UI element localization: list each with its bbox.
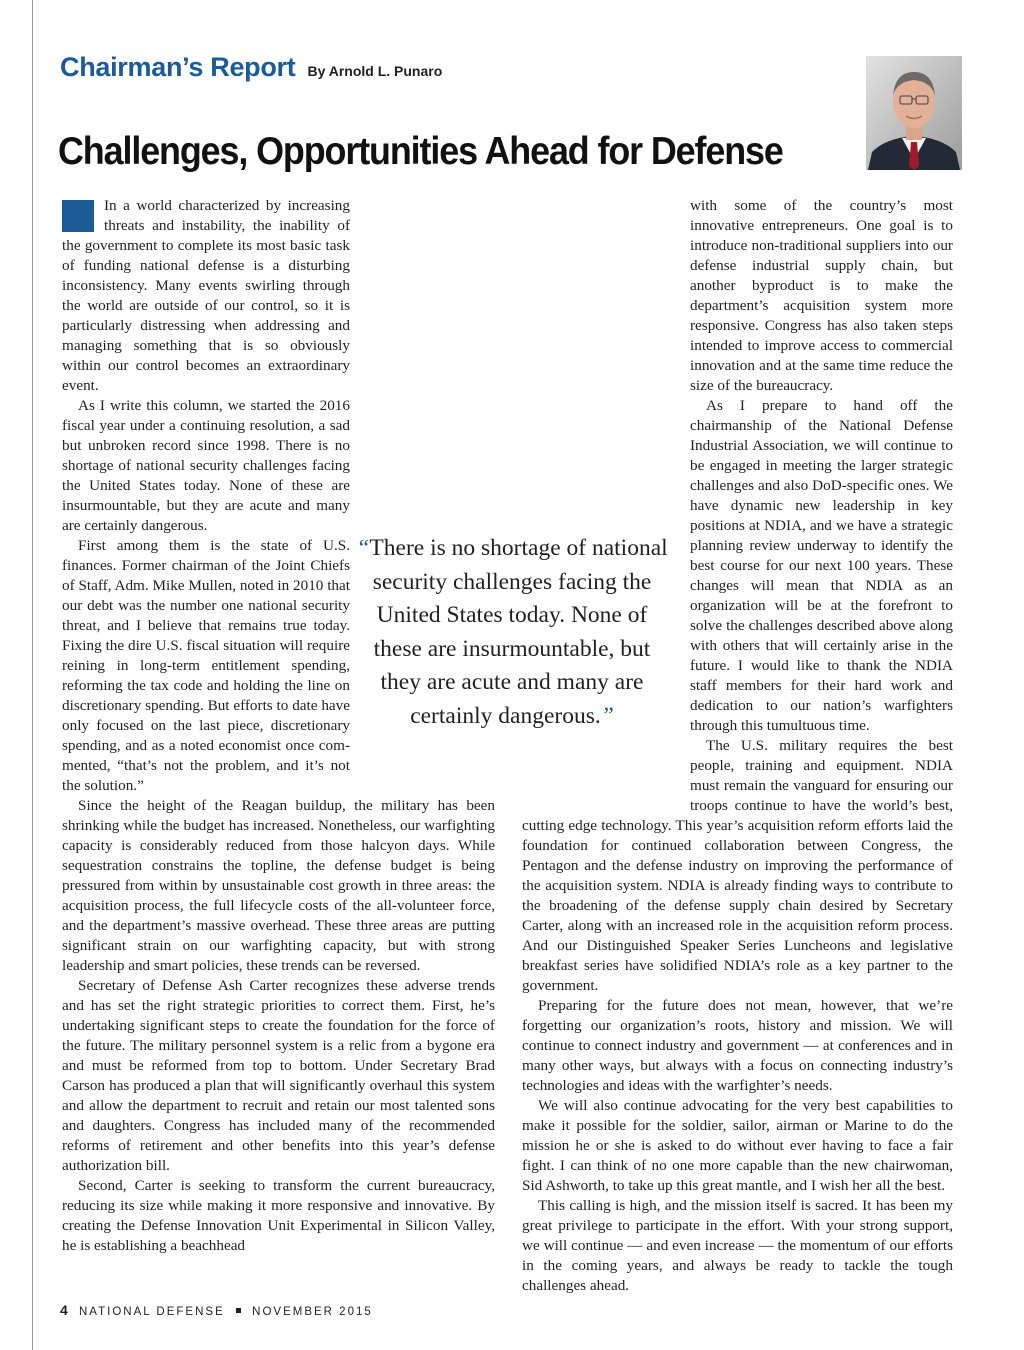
page-footer — [60, 1302, 373, 1318]
paragraph: In a world characterized by increasing threats and instability, the inability of the government to complete its most basic task of funding national defense is a disturbing inconsistency. Many events swirling through the world are outside of our control, so it is particularly distressing when addressing and managing something that is so obviously within our control becomes an extraordinary event. — [62, 197, 350, 394]
issue-date: NOVEMBER 2015 — [252, 1306, 373, 1318]
paragraph: As I write this column, we started the 2016 fiscal year under a continuing resolution, a sad but unbroken record since 1998. There is no shortage of national security challenges facing the United States today. None of these are insurmountable, but they are acute and many are certainly dangerous. — [62, 397, 350, 534]
pull-quote — [352, 532, 672, 733]
separator-square-icon — [236, 1308, 241, 1313]
author-photo — [866, 56, 962, 170]
open-quote-mark: “ — [356, 535, 370, 561]
pull-quote-text: There is no shortage of national security challenges facing the United States today. None of these are insurmountable, but they are acute and many are certainly dangerous. — [369, 535, 668, 729]
paragraph: The U.S. military requires the best people, training and equipment. NDIA must remain the vanguard for ensuring our troops continue to have the world’s best, cutting edge technology. This year’s acquisition reform efforts laid the foundation for continued collaboration between Congress, the Pentagon and the defense industry on improving the performance of the acquisition system. NDIA is already finding ways to contribute to the broadening of the defense supply chain desired by Secretary Carter, along with an increased role in the acquisition reform process. And our Distinguished Speaker Series Luncheons and legislative breakfast series have solidified NDIA’s role as a key partner to the government. — [522, 737, 953, 994]
close-quote-mark: ” — [600, 702, 614, 729]
paragraph: Secretary of Defense Ash Carter recognizes these adverse trends and has set the right strategic priorities to correct them. First, he’s undertaking significant steps to create the foundation for the force of the future. The military personnel system is a relic from a bygone era and must be reformed from top to bottom. Under Secretary Brad Carson has produced a plan that will significantly overhaul this system and allow the department to recruit and retain our most talented sons and daughters. Congress has included many of the recommended reforms of retirement and other benefits into this year’s defense authorization bill. — [62, 977, 495, 1174]
page-number: 4 — [60, 1302, 68, 1318]
drop-cap-square — [62, 200, 94, 232]
publication-name: NATIONAL DEFENSE — [79, 1306, 225, 1318]
article-column-right — [522, 196, 953, 1296]
paragraph: Second, Carter is seeking to transform the current bureaucracy, reducing its size while making it more responsive and innovative. By creating the Defense Innovation Unit Experimental in Silicon Valley, he is establishing a beachhead — [62, 1177, 495, 1254]
author-byline: By Arnold L. Punaro — [307, 63, 443, 79]
paragraph: Since the height of the Reagan buildup, the military has been shrinking while the budget has increased. Nonetheless, our warfighting capacity is considerably reduced from those halcyon days. While sequestration constrains the topline, the defense budget is being pressured from within by unsustainable cost growth in three areas: the acquisition process, the full lifecycle costs of the all-volunteer force, and the department’s massive overhead. These three areas are putting significant strain on our warfighting capacity, but with strong leadership and smart policies, these trends can be reversed. — [62, 797, 495, 974]
article-title: Challenges, Opportunities Ahead for Defense — [58, 130, 783, 173]
section-header — [60, 52, 442, 83]
section-title: Chairman’s Report — [60, 52, 296, 82]
page-margin-rule — [32, 0, 33, 1350]
paragraph: This calling is high, and the mission itself is sacred. It has been my great privilege to participate in the effort. With your strong support, we will continue — and even increase — the momentum of our efforts in the coming years, and always be ready to tackle the tough challenges ahead. — [522, 1197, 953, 1294]
paragraph: Preparing for the future does not mean, however, that we’re forgetting our organization’s roots, history and mission. We will continue to connect industry and government — at conferences and in many other ways, but always with a focus on connecting industry’s technologies and ideas with the warfighter’s needs. — [522, 997, 953, 1094]
paragraph: We will also continue advocating for the very best capabilities to make it possible for the soldier, sailor, airman or Marine to do the mission he or she is asked to do without ever having to face a fair fight. I can think of no one more capable than the new chairwoman, Sid Ashworth, to take up this great mantle, and I wish her all the best. — [522, 1097, 953, 1194]
paragraph: with some of the country’s most innovative entrepreneurs. One goal is to introduce non-traditional suppliers into our defense industrial supply chain, but another byproduct is to make the department’s acquisition system more responsive. Congress has also taken steps intended to improve access to commercial innovation and at the same time reduce the size of the bureaucracy. — [690, 197, 953, 394]
paragraph: As I prepare to hand off the chairmanship of the National Defense Industrial Association, we will continue to be engaged in meeting the larger strategic challenges and also DoD-specific ones. We have dynamic new leadership in key positions at NDIA, and we have a strategic planning review underway to identify the best course for our next 100 years. These changes will mean that NDIA as an organization will be at the forefront to solve the challenges described above along with others that will certainly arise in the future. I would like to thank the NDIA staff members for their hard work and dedication to our nation’s warfighters through this tumultuous time. — [690, 397, 953, 734]
paragraph: First among them is the state of U.S. finances. Former chairman of the Joint Chiefs of Staff, Adm. Mike Mullen, noted in 2010 that our debt was the number one national security threat, and I believe that remains true today. Fixing the dire U.S. fiscal situation will require reining in long-term entitlement spending, reforming the tax code and holding the line on discretionary spending. But efforts to date have only focused on the last piece, discretionary spending, and as a noted economist once commented, “that’s not the problem, and it’s not the solution.” — [62, 537, 350, 794]
portrait-image — [866, 56, 962, 170]
